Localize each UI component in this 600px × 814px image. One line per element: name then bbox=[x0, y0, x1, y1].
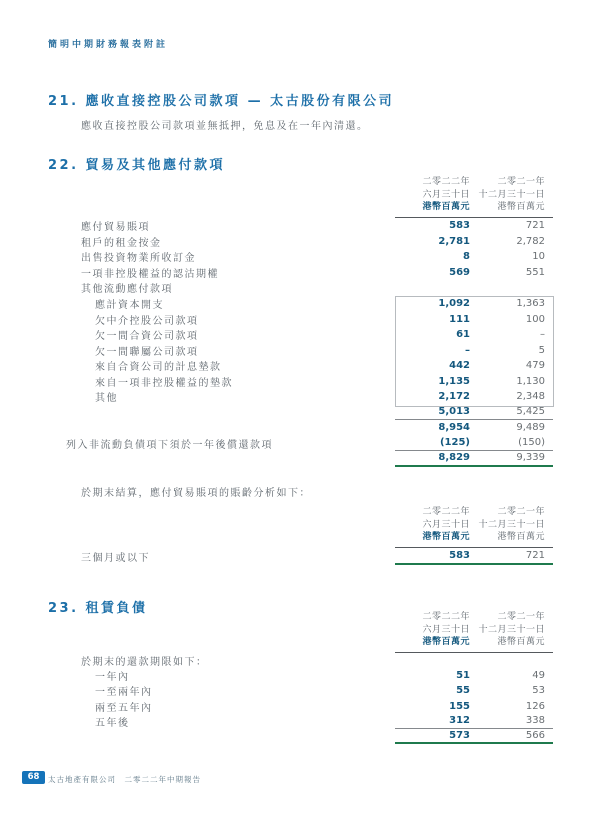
row-values bbox=[395, 548, 553, 565]
table-row bbox=[66, 436, 553, 452]
table-row bbox=[81, 265, 553, 281]
ageing-table-rows bbox=[81, 548, 553, 565]
row-values bbox=[395, 653, 553, 668]
value-2022: – bbox=[465, 344, 470, 356]
value-2022: 155 bbox=[449, 700, 470, 712]
row-label: 應計資本開支 bbox=[95, 300, 164, 311]
row-values bbox=[395, 327, 553, 343]
col-2021-line2: 十二月三十一日 bbox=[478, 624, 545, 635]
row-values bbox=[395, 342, 553, 358]
payables-table-header bbox=[81, 176, 553, 218]
column-header-2022 bbox=[395, 176, 470, 214]
table-row bbox=[81, 714, 553, 729]
lease-table-header bbox=[81, 611, 553, 653]
value-2021: 1,363 bbox=[516, 298, 545, 309]
table-row bbox=[81, 373, 553, 389]
table-row bbox=[81, 389, 553, 405]
value-2022: 442 bbox=[449, 360, 470, 372]
value-2021: 5 bbox=[538, 344, 545, 356]
row-label: 出售投資物業所收訂金 bbox=[81, 253, 196, 265]
value-2021: 2,348 bbox=[516, 391, 545, 403]
row-label: 一項非控股權益的認沽期權 bbox=[81, 268, 219, 280]
table-row bbox=[81, 218, 553, 234]
table-row bbox=[81, 420, 553, 436]
section-22-title: 22. 貿易及其他應付款項 bbox=[48, 158, 226, 173]
row-values bbox=[395, 373, 553, 389]
value-2021: 49 bbox=[532, 670, 545, 682]
row-values bbox=[395, 714, 553, 729]
table-row bbox=[81, 234, 553, 250]
table-row bbox=[81, 451, 553, 467]
row-values bbox=[395, 436, 553, 452]
row-values bbox=[395, 218, 553, 234]
value-2022: 8 bbox=[463, 251, 470, 263]
value-2021: 479 bbox=[525, 360, 545, 372]
value-2021: 10 bbox=[532, 251, 545, 263]
value-2022: (125) bbox=[439, 437, 470, 449]
column-header-2021 bbox=[470, 176, 553, 214]
value-2021: 1,130 bbox=[516, 375, 545, 387]
row-values bbox=[395, 451, 553, 467]
value-2021: 551 bbox=[525, 266, 545, 278]
value-2022: 111 bbox=[449, 313, 470, 325]
value-2021: 9,489 bbox=[516, 422, 545, 434]
table-row bbox=[81, 668, 553, 683]
row-values bbox=[395, 405, 553, 421]
ageing-intro: 於期末結算，應付貿易賬項的賬齡分析如下： bbox=[81, 488, 311, 499]
col-2022-line1: 二零二二年 bbox=[422, 507, 470, 517]
row-values bbox=[395, 311, 553, 327]
col-2021-unit: 港幣百萬元 bbox=[497, 532, 545, 542]
payables-table-rows bbox=[66, 218, 553, 467]
column-header-2021 bbox=[470, 506, 553, 544]
value-2021: 566 bbox=[525, 730, 545, 742]
row-label: 於期末的還款期限如下： bbox=[81, 657, 208, 669]
value-2022: 2,172 bbox=[438, 391, 470, 403]
header-columns bbox=[395, 506, 553, 548]
col-2021-line1: 二零二一年 bbox=[497, 507, 545, 517]
value-2022: 8,829 bbox=[438, 452, 470, 464]
value-2022: 569 bbox=[449, 266, 470, 278]
value-2022: 55 bbox=[456, 685, 470, 697]
table-row bbox=[81, 548, 553, 565]
col-2021-unit: 港幣百萬元 bbox=[497, 202, 545, 212]
col-2022-line1: 二零二二年 bbox=[422, 177, 470, 187]
row-label: 應付貿易賬項 bbox=[81, 222, 150, 234]
row-values bbox=[395, 420, 553, 436]
table-row bbox=[81, 405, 553, 421]
value-2022: 61 bbox=[456, 329, 470, 341]
table-row bbox=[81, 729, 553, 744]
row-values bbox=[395, 683, 553, 698]
row-values bbox=[395, 699, 553, 714]
row-values bbox=[395, 296, 553, 312]
col-2021-line1: 二零二一年 bbox=[497, 177, 545, 187]
row-label: 兩至五年內 bbox=[95, 702, 153, 714]
row-label: 欠一間合資公司款項 bbox=[95, 331, 199, 343]
ageing-table-header bbox=[81, 506, 553, 548]
value-2022: 1,092 bbox=[438, 298, 470, 309]
col-2022-line2: 六月三十日 bbox=[422, 624, 470, 635]
row-label: 來自一項非控股權益的墊款 bbox=[95, 377, 233, 389]
row-values bbox=[395, 668, 553, 683]
value-2021: 5,425 bbox=[516, 406, 545, 418]
running-header: 簡明中期財務報表附註 bbox=[48, 40, 169, 50]
value-2022: 1,135 bbox=[438, 375, 470, 387]
section-21-title: 21. 應收直接控股公司款項 — 太古股份有限公司 bbox=[48, 94, 395, 109]
row-label: 租戶的租金按金 bbox=[81, 237, 162, 249]
table-row bbox=[81, 699, 553, 714]
col-2022-line2: 六月三十日 bbox=[422, 519, 470, 530]
value-2021: 100 bbox=[525, 313, 545, 325]
row-label: 列入非流動負債項下須於一年後償還款項 bbox=[66, 439, 273, 451]
row-values bbox=[395, 358, 553, 374]
value-2021: 2,782 bbox=[516, 235, 545, 247]
table-row bbox=[81, 296, 553, 312]
col-2022-line2: 六月三十日 bbox=[422, 189, 470, 200]
column-header-2022 bbox=[395, 506, 470, 544]
row-label: 三個月或以下 bbox=[81, 553, 150, 564]
row-label: 一至兩年內 bbox=[95, 687, 153, 699]
col-2021-line2: 十二月三十一日 bbox=[478, 189, 545, 200]
col-2022-unit: 港幣百萬元 bbox=[422, 202, 470, 212]
row-values bbox=[395, 249, 553, 265]
row-label: 其他流動應付款項 bbox=[81, 284, 173, 296]
value-2021: (150) bbox=[518, 437, 545, 449]
value-2022: 51 bbox=[456, 670, 470, 682]
col-2021-line1: 二零二一年 bbox=[497, 612, 545, 622]
row-label: 其他 bbox=[95, 393, 118, 405]
value-2022: 583 bbox=[449, 550, 470, 561]
row-label: 來自合資公司的計息墊款 bbox=[95, 362, 222, 374]
row-values bbox=[395, 389, 553, 405]
value-2021: 126 bbox=[525, 700, 545, 712]
table-row bbox=[81, 311, 553, 327]
table-row bbox=[81, 358, 553, 374]
table-row bbox=[81, 280, 553, 296]
value-2021: 721 bbox=[525, 550, 545, 561]
col-2022-unit: 港幣百萬元 bbox=[422, 532, 470, 542]
value-2022: 312 bbox=[449, 715, 470, 727]
section-23-title: 23. 租賃負債 bbox=[48, 601, 148, 616]
value-2021: 338 bbox=[525, 715, 545, 727]
column-header-2022 bbox=[395, 611, 470, 649]
row-values bbox=[395, 729, 553, 744]
row-values bbox=[395, 234, 553, 250]
row-label: 五年後 bbox=[95, 717, 130, 729]
value-2021: 53 bbox=[532, 685, 545, 697]
header-columns bbox=[395, 176, 553, 218]
value-2022: 573 bbox=[449, 730, 470, 742]
row-values bbox=[395, 280, 553, 296]
section-21-body: 應收直接控股公司款項並無抵押，免息及在一年內清還。 bbox=[81, 121, 369, 132]
value-2021: – bbox=[540, 329, 545, 341]
row-label: 一年內 bbox=[95, 672, 130, 684]
table-row bbox=[81, 342, 553, 358]
table-row bbox=[81, 683, 553, 698]
value-2021: 721 bbox=[525, 220, 545, 232]
table-row bbox=[81, 249, 553, 265]
header-spacer bbox=[81, 506, 395, 548]
table-row bbox=[81, 653, 553, 668]
column-header-2021 bbox=[470, 611, 553, 649]
value-2022: 2,781 bbox=[438, 235, 470, 247]
header-columns bbox=[395, 611, 553, 653]
page-number-badge: 68 bbox=[22, 771, 45, 784]
col-2021-unit: 港幣百萬元 bbox=[497, 637, 545, 647]
value-2022: 5,013 bbox=[438, 406, 470, 418]
header-spacer bbox=[81, 611, 395, 653]
row-label: 欠中介控股公司款項 bbox=[95, 315, 199, 327]
table-row bbox=[81, 327, 553, 343]
col-2022-line1: 二零二二年 bbox=[422, 612, 470, 622]
value-2021: 9,339 bbox=[516, 452, 545, 464]
value-2022: 583 bbox=[449, 220, 470, 232]
row-label: 欠一間聯屬公司款項 bbox=[95, 346, 199, 358]
footer-text: 太古地產有限公司 二零二二年中期報告 bbox=[48, 775, 201, 784]
header-spacer bbox=[81, 176, 395, 218]
lease-table-rows bbox=[81, 653, 553, 744]
col-2021-line2: 十二月三十一日 bbox=[478, 519, 545, 530]
value-2022: 8,954 bbox=[438, 422, 470, 434]
col-2022-unit: 港幣百萬元 bbox=[422, 637, 470, 647]
row-values bbox=[395, 265, 553, 281]
